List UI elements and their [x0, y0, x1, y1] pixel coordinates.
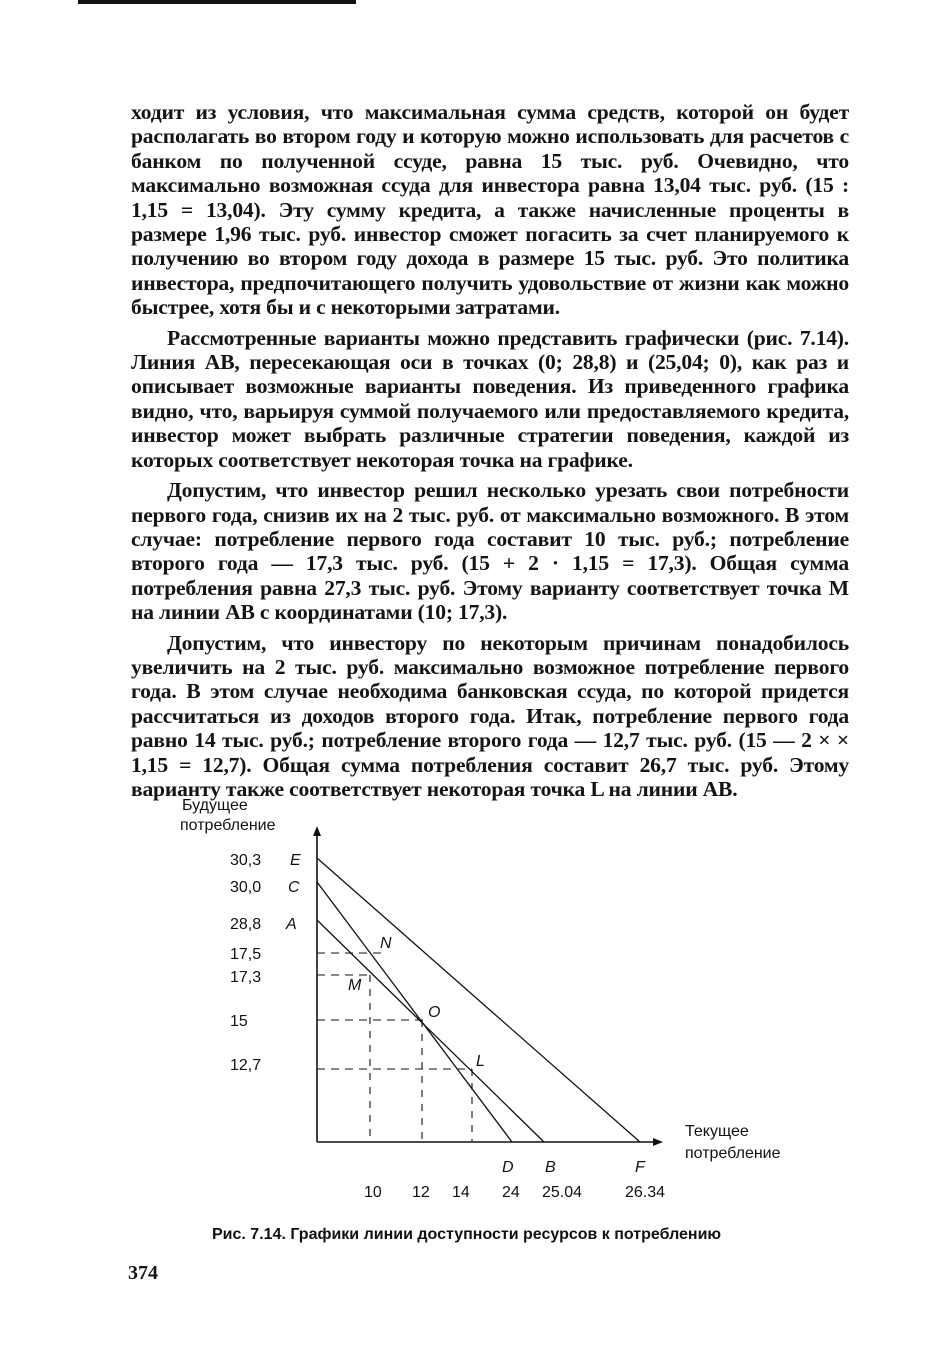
point-L: L	[476, 1053, 485, 1070]
x-axis-arrow	[653, 1138, 663, 1146]
y-tick-17-5: 17,5	[230, 946, 262, 963]
y-tick-12-7: 12,7	[230, 1057, 262, 1074]
x-tick-10: 10	[364, 1184, 382, 1201]
y-tick-28-8: 28,8	[230, 916, 262, 933]
figure-caption: Рис. 7.14. Графики линии доступности ресурсов к потреблению	[212, 1226, 722, 1243]
y-letter-E: E	[290, 852, 301, 869]
page-number: 374	[128, 1262, 158, 1284]
x-axis-label-2: потребление	[685, 1145, 781, 1162]
paragraph-3: Допустим, что инвестор решил несколько урезать свои потребности первого года, снизив их на 2 тыс. руб. от максимально возможного. В этом случае: потребление первого года составит 10 тыс. руб.; потребление второго года — 17,3 тыс. руб. (15 + 2 · 1,15 = 17,3). Общая сумма потребления равна 27,3 тыс. руб. Этому варианту соответствует точка M на линии AB с координатами (10; 17,3).	[131, 478, 849, 625]
y-letter-A: A	[286, 916, 297, 933]
y-tick-15: 15	[230, 1013, 248, 1030]
point-N: N	[380, 935, 392, 952]
y-tick-30-0: 30,0	[230, 879, 262, 896]
figure-7-14	[170, 790, 830, 1220]
point-O: O	[428, 1004, 441, 1021]
x-letter-D: D	[502, 1159, 514, 1176]
x-letter-B: B	[545, 1159, 556, 1176]
line-EF	[317, 858, 640, 1142]
line-CD	[317, 882, 512, 1142]
y-letter-C: C	[288, 879, 300, 896]
paragraph-1: ходит из условия, что максимальная сумма средств, которой он будет располагать во втором году и которую можно использовать для расчетов с банком по полученной ссуде, равна 15 тыс. руб. Очевидно, что максимально возможная ссуда для инвестора равна 13,04 тыс. руб. (15 : 1,15 = 13,04). Эту сумму кредита, а также начисленные проценты в размере 1,96 тыс. руб. инвестор сможет погасить за счет планируемого к получению во втором году дохода в размере 15 тыс. руб. Это политика инвестора, предпочитающего получить удовольствие от жизни как можно быстрее, хотя бы и с некоторыми затратами.	[131, 100, 849, 320]
body-text	[131, 100, 849, 807]
top-rule	[78, 0, 356, 4]
x-tick-12: 12	[412, 1184, 430, 1201]
y-axis-label-1: Будущее	[182, 797, 248, 814]
paragraph-2: Рассмотренные варианты можно представить графически (рис. 7.14). Линия AB, пересекающая оси в точках (0; 28,8) и (25,04; 0), как раз и описывает возможные варианты поведения. Из приведенного графика видно, что, варьируя суммой получаемого или предоставляемого кредита, инвестор может выбрать различные стратегии поведения, каждой из которых соответствует некоторая точка на графике.	[131, 325, 849, 472]
y-tick-17-3: 17,3	[230, 969, 262, 986]
x-letter-F: F	[635, 1159, 645, 1176]
x-tick-26-34: 26.34	[625, 1184, 666, 1201]
x-tick-14: 14	[452, 1184, 470, 1201]
x-axis-label-1: Текущее	[685, 1123, 749, 1140]
y-axis-arrow	[313, 826, 321, 836]
point-M: M	[348, 977, 362, 994]
paragraph-4: Допустим, что инвестору по некоторым причинам понадобилось увеличить на 2 тыс. руб. максимально возможное потребление первого года. В этом случае необходима банковская ссуда, по которой придется рассчитаться из доходов второго года. Итак, потребление первого года равно 14 тыс. руб.; потребление второго года — 12,7 тыс. руб. (15 — 2 × × 1,15 = 12,7). Общая сумма потребления составит 26,7 тыс. руб. Этому варианту также соответствует некоторая точка L на линии AB.	[131, 630, 849, 801]
y-tick-30-3: 30,3	[230, 852, 262, 869]
x-tick-25-04: 25.04	[542, 1184, 583, 1201]
x-tick-24: 24	[502, 1184, 520, 1201]
y-axis-label-2: потребление	[180, 817, 276, 834]
figure-svg	[170, 790, 830, 1220]
